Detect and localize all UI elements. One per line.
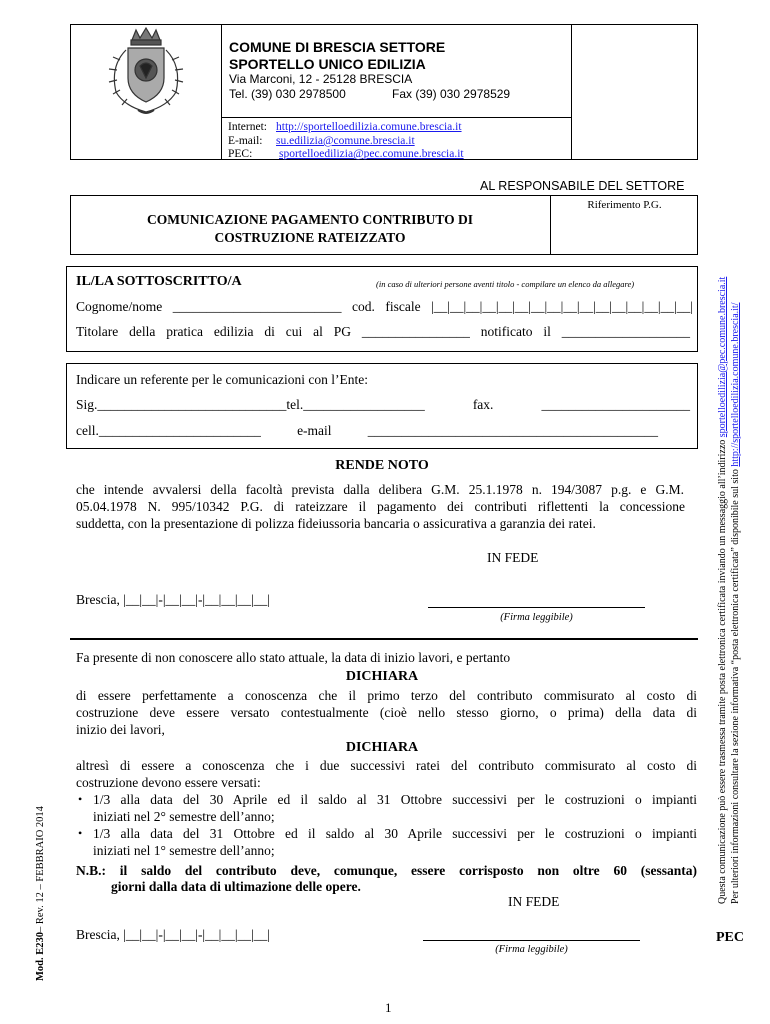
nb-note-line2: giorni dalla data di ultimazione delle opere. — [111, 879, 361, 894]
pec-label: PEC: — [228, 148, 253, 160]
nb-note-line1: N.B.: il saldo del contributo deve, comunque, essere corrisposto non oltre 60 (sessanta) — [76, 863, 697, 878]
internet-link[interactable]: http://sportelloedilizia.comune.brescia.it — [276, 121, 462, 133]
notice-place-date-field[interactable]: Brescia, |__|__|-|__|__|-|__|__|__|__| — [76, 592, 270, 607]
signatory-name-fiscal-code-field[interactable]: Cognome/nome _________________________ cod. fiscale |__|__|__|__|__|__|__|__|__|__|__|__|__|__|__|__| — [76, 299, 693, 314]
notice-heading: RENDE NOTO — [335, 458, 429, 473]
header-divider-right — [571, 24, 572, 160]
notice-signature-label: (Firma leggibile) — [500, 612, 573, 623]
org-name-line2: SPORTELLO UNICO EDILIZIA — [229, 56, 426, 72]
declaration-p1-line3: inizio dei lavori, — [76, 722, 165, 737]
referent-cell-email-field[interactable]: cell.________________________ e-mail ___________________________________________ — [76, 423, 658, 438]
bullet-marker: • — [78, 792, 83, 806]
declaration-in-fede: IN FEDE — [508, 894, 560, 909]
org-tel: Tel. (39) 030 2978500 — [229, 87, 346, 101]
email-label: E-mail: — [228, 135, 263, 147]
side-note-site-link[interactable]: http://sportelloedilizia.comune.brescia.it/ — [730, 302, 741, 467]
org-address: Via Marconi, 12 - 25128 BRESCIA — [229, 72, 413, 86]
referent-contact-field[interactable]: Sig.____________________________tel.__________________ fax. ______________________ — [76, 397, 690, 412]
pec-mark: PEC — [716, 930, 744, 945]
notice-text-line2: 05.04.1978 N. 995/10342 P.G. di rateizzare il pagamento dei contributi riflettenti la concessione — [76, 499, 685, 514]
declaration-intro: Fa presente di non conoscere allo stato attuale, la data di inizio lavori, e pertanto — [76, 650, 511, 665]
side-note-line2: Per ulteriori informazioni consultare la sezione informativa “posta elettronica certificata” disponibile sul sito http://sportelloedilizia.comune.brescia.it/ — [730, 302, 741, 904]
addressee: AL RESPONSABILE DEL SETTORE — [480, 179, 685, 193]
section-separator — [70, 638, 698, 640]
signatory-heading: IL/LA SOTTOSCRITTO/A — [76, 274, 242, 289]
notice-in-fede: IN FEDE — [487, 550, 539, 565]
header-divider-mid — [221, 117, 572, 118]
bullet-item-2-line2: iniziati nel 1° semestre dell’anno; — [93, 843, 275, 858]
referent-intro: Indicare un referente per le comunicazioni con l’Ente: — [76, 372, 368, 387]
protocol-reference-label: Riferimento P.G. — [587, 199, 662, 211]
signatory-note: (in caso di ulteriori persone aventi titolo - compilare un elenco da allegare) — [376, 279, 635, 289]
declaration-p2-line1: altresì di essere a conoscenza che i due successivi ratei del contributo commisurato al costo di — [76, 758, 697, 773]
pec-link[interactable]: sportelloedilizia@pec.comune.brescia.it — [279, 148, 464, 160]
form-revision: – Rev. 12 – FEBBRAIO 2014 — [35, 806, 46, 932]
bullet-item-1-line2: iniziati nel 2° semestre dell’anno; — [93, 809, 275, 824]
page-number: 1 — [385, 1000, 392, 1015]
declaration-p1-line1: di essere perfettamente a conoscenza che il primo terzo del contributo commisurato al costo di — [76, 688, 697, 703]
declaration-heading-1: DICHIARA — [345, 669, 419, 684]
org-fax: Fax (39) 030 2978529 — [392, 87, 511, 101]
bullet-item-2-line1: 1/3 alla data del 31 Ottobre ed il saldo al 30 Aprile successivi per le costruzioni o impianti — [93, 826, 697, 841]
internet-label: Internet: — [228, 121, 267, 133]
notice-text-line3: suddetta, con la presentazione di polizza fideiussoria bancaria o assicurativa a garanzia dei ratei. — [76, 516, 596, 531]
header-divider-left — [221, 24, 222, 160]
side-note-pec-link[interactable]: sportelloedilizia@pec.comune.brescia.it — [717, 276, 728, 438]
declaration-p2-line2: costruzione devono essere versati: — [76, 775, 261, 790]
side-note-line1: Questa comunicazione può essere trasmessa tramite posta elettronica certificata inviando un messaggio all’indirizzo sportelloedilizia@pec.comune.brescia.it — [717, 276, 728, 904]
form-title-line2: COSTRUZIONE RATEIZZATO — [214, 230, 406, 245]
form-code-vertical — [35, 806, 46, 981]
declaration-p1-line2: costruzione deve essere versato contestualmente (cioè nello stesso giorno, o prima) della data di — [76, 705, 697, 720]
org-name-line1: COMUNE DI BRESCIA SETTORE — [229, 39, 446, 55]
declaration-heading-2: DICHIARA — [345, 740, 419, 755]
notice-signature-line[interactable] — [428, 607, 645, 608]
signatory-practice-field[interactable]: Titolare della pratica edilizia di cui al PG ________________ notificato il ___________________ — [76, 324, 690, 339]
form-code: Mod. E230 — [35, 931, 46, 981]
form-title-line1: COMUNICAZIONE PAGAMENTO CONTRIBUTO DI — [147, 212, 473, 227]
bullet-marker: • — [78, 826, 83, 840]
email-link[interactable]: su.edilizia@comune.brescia.it — [276, 135, 415, 147]
declaration-place-date-field[interactable]: Brescia, |__|__|-|__|__|-|__|__|__|__| — [76, 927, 270, 942]
bullet-item-1-line1: 1/3 alla data del 30 Aprile ed il saldo al 31 Ottobre successivi per le costruzioni o impianti — [93, 792, 697, 807]
coat-of-arms-emblem — [102, 26, 190, 118]
notice-text-line1: che intende avvalersi della facoltà prevista dalla delibera G.M. 25.1.1978 n. 194/3087 p.g. e G.M. — [76, 482, 684, 497]
declaration-signature-line[interactable] — [423, 940, 640, 941]
declaration-signature-label: (Firma leggibile) — [495, 944, 568, 955]
